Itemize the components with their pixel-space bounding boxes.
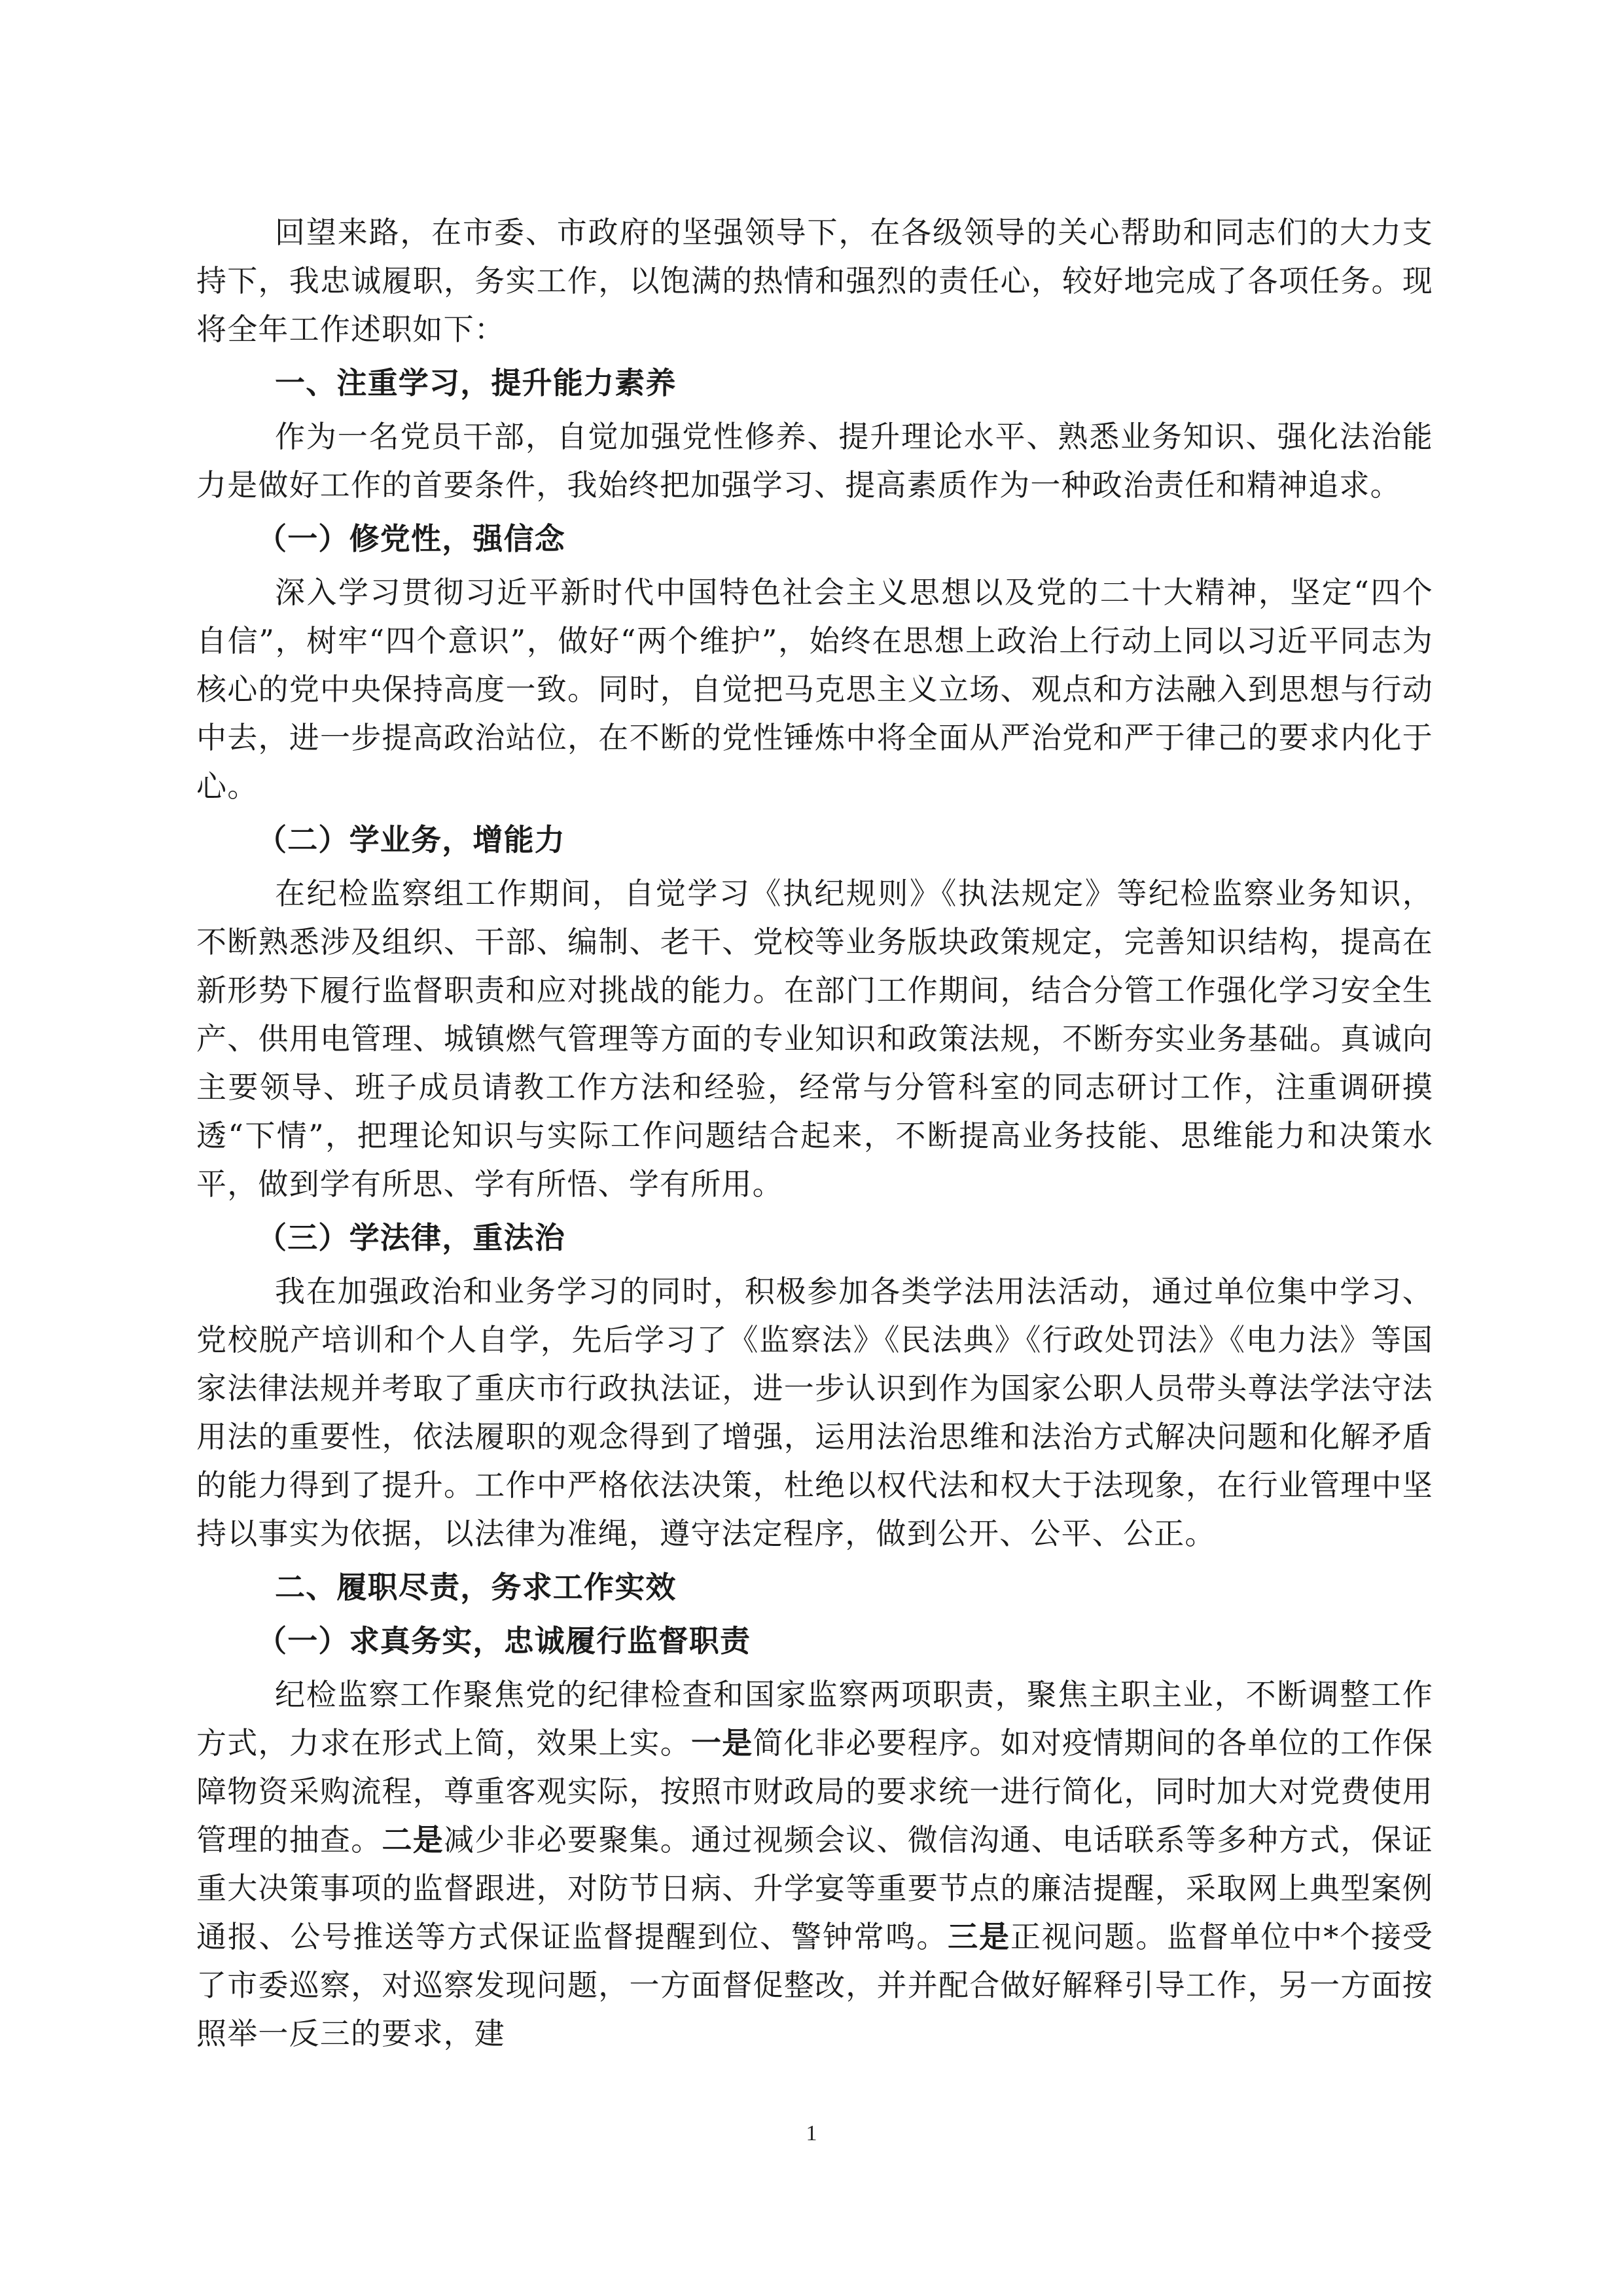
section-1-heading: 一、注重学习，提升能力素养 [275,365,677,401]
section-2-sub-1-paragraph [196,1670,1433,2058]
section-2-heading: 二、履职尽责，务求工作实效 [275,1570,677,1605]
paragraph-text-part: 简化非必要程序。如对疫情期间的各单位的工作保障物资采购流程，尊重客观实际，按照市财政局的要求统一进行简化，同时加大对党费使用管理的抽查。 [196,1725,1433,1857]
section-1-sub-2-paragraph: 在纪检监察组工作期间，自觉学习《执纪规则》《执法规定》等纪检监察业务知识，不断熟悉涉及组织、干部、编制、老干、党校等业务版块政策规定，完善知识结构，提高在新形势下履行监督职责和应对挑战的能力。在部门工作期间，结合分管工作强化学习安全生产、供用电管理、城镇燃气管理等方面的专业知识和政策法规，不断夯实业务基础。真诚向主要领导、班子成员请教工作方法和经验，经常与分管科室的同志研讨工作，注重调研摸透“下情”，把理论知识与实际工作问题结合起来，不断提高业务技能、思维能力和决策水平，做到学有所思、学有所悟、学有所用。 [196,876,1433,1202]
section-1-paragraph: 作为一名党员干部，自觉加强党性修养、提升理论水平、熟悉业务知识、强化法治能力是做好工作的首要条件，我始终把加强学习、提高素质作为一种政治责任和精神追求。 [196,419,1433,503]
emphasis-second: 二是 [382,1822,444,1857]
paragraph-text-part: 纪检监察工作聚焦党的纪律检查和国家监察两项职责，聚焦主职主业，不断调整工作方式，力求在形式上简，效果上实。 [196,1677,1433,1761]
section-1-sub-3-heading: （三）学法律，重法治 [257,1220,565,1255]
section-1-sub-1-heading: （一）修党性，强信念 [257,521,565,556]
section-1-sub-3-paragraph: 我在加强政治和业务学习的同时，积极参加各类学法用法活动，通过单位集中学习、党校脱产培训和个人自学，先后学习了《监察法》《民法典》《行政处罚法》《电力法》等国家法律法规并考取了重庆市行政执法证，进一步认识到作为国家公职人员带头尊法学法守法用法的重要性，依法履职的观念得到了增强，运用法治思维和法治方式解决问题和化解矛盾的能力得到了提升。工作中严格依法决策，杜绝以权代法和权大于法现象，在行业管理中坚持以事实为依据，以法律为准绳，遵守法定程序，做到公开、公平、公正。 [196,1274,1433,1551]
paragraph-text-part: 减少非必要聚集。通过视频会议、微信沟通、电话联系等多种方式，保证重大决策事项的监督跟进，对防节日病、升学宴等重要节点的廉洁提醒，采取网上典型案例通报、公号推送等方式保证监督提醒到位、警钟常鸣。 [196,1822,1434,1954]
section-2-sub-1-heading: （一）求真务实，忠诚履行监督职责 [257,1623,751,1659]
section-1-sub-1-paragraph: 深入学习贯彻习近平新时代中国特色社会主义思想以及党的二十大精神，坚定“四个自信”，树牢“四个意识”，做好“两个维护”，始终在思想上政治上行动上同以习近平同志为核心的党中央保持高度一致。同时，自觉把马克思主义立场、观点和方法融入到思想与行动中去，进一步提高政治站位，在不断的党性锤炼中将全面从严治党和严于律己的要求内化于心。 [196,575,1433,804]
paragraph-text-part: 正视问题。监督单位中*个接受了市委巡察，对巡察发现问题，一方面督促整改，并并配合做好解释引导工作，另一方面按照举一反三的要求，建 [196,1919,1433,2051]
document-body [196,208,1433,2063]
emphasis-third: 三是 [948,1919,1010,1954]
intro-paragraph: 回望来路，在市委、市政府的坚强领导下，在各级领导的关心帮助和同志们的大力支持下，我忠诚履职，务实工作，以饱满的热情和强烈的责任心，较好地完成了各项任务。现将全年工作述职如下： [196,215,1433,347]
section-1-sub-2-heading: （二）学业务，增能力 [257,822,565,857]
page-number: 1 [806,2121,817,2145]
emphasis-first: 一是 [691,1725,753,1761]
